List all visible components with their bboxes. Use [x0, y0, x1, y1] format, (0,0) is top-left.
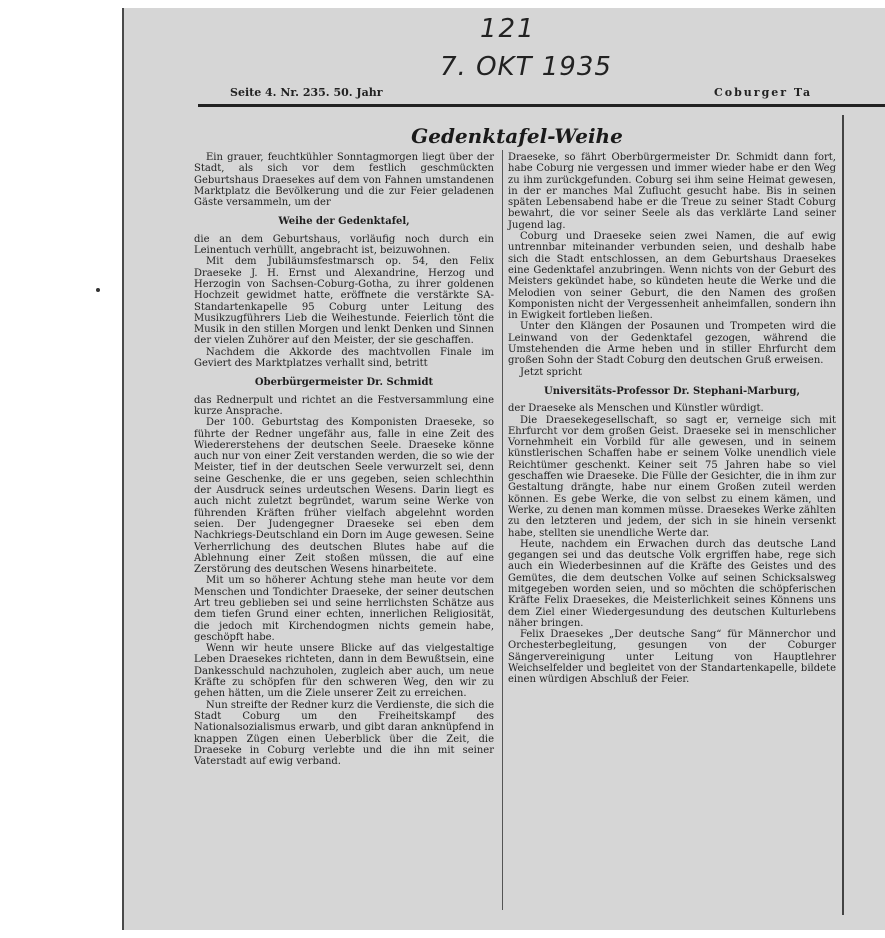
article-paragraph: Nachdem die Akkorde des machtvollen Finale im Geviert des Marktplatzes verhallt sind, betritt: [194, 346, 494, 370]
article-right-column: [508, 152, 836, 686]
paper-speck: [96, 288, 100, 292]
article-left-column: [194, 152, 494, 767]
article-paragraph: Jetzt spricht: [520, 366, 582, 378]
section-heading: Weihe der Gedenktafel,: [278, 216, 410, 228]
column-edge-rule: [842, 115, 844, 915]
header-rule: [198, 104, 885, 107]
column-divider: [502, 150, 503, 910]
article-paragraph: Die Draesekegesellschaft, so sagt er, verneige sich mit Ehrfurcht vor dem großen Geist. Draeseke sei in menschlicher Vornehmheit ein Vorbild für alle gewesen, und in seinem künstlerischen Schaffen habe er seinem Volke unendlich viele Reichtümer geschenkt. Keiner seit 75 Jahren habe so viel geschaffen wie Draeseke. Die Fülle der Gesichter, die in ihm zur Gestaltung drängte, habe nur einem Großen zuteil werden können. Es gebe Werke, die von selbst zu einem kämen, und Werke, zu denen man kommen müsse. Draesekes Werke zählten zu den letzteren und jedem, der sich in sie hinein versenkt habe, stellten sie unendliche Werte dar.: [508, 414, 836, 539]
handwritten-date: 7. OKT 1935: [440, 52, 612, 82]
article-paragraph: Heute, nachdem ein Erwachen durch das deutsche Land gegangen sei und das deutsche Volk ergriffen habe, rege sich auch ein Wiederbesinnen auf die Kräfte des Geistes und des Gemütes, die dem deutschen Volke auf seinen Schicksalsweg mitgegeben worden seien, und so möchten die schöpferischen Kräfte Felix Draesekes, die Meisterlichkeit seines Könnens uns dem Ziel einer Wiedergesundung des deutschen Kulturlebens näher bringen.: [508, 538, 836, 629]
article-paragraph: Unter den Klängen der Posaunen und Trompeten wird die Leinwand von der Gedenktafel gezogen, während die Umstehenden die Arme heben und in stiller Ehrfurcht dem großen Sohn der Stadt Coburg den deutschen Gruß erweisen.: [508, 321, 836, 367]
article-paragraph: Wenn wir heute unsere Blicke auf das vielgestaltige Leben Draesekes richteten, dann in dem Bewußtsein, eine Dankesschuld nachzuholen, zugleich aber auch, um neue Kräfte zu schöpfen für den schweren Weg, den wir zu gehen hätten, um die Ziele unserer Zeit zu erreichen.: [194, 643, 494, 700]
article-paragraph: Draeseke, so fährt Oberbürgermeister Dr. Schmidt dann fort, habe Coburg nie vergessen und immer wieder habe er den Weg zu ihm zurückgefunden. Coburg sei ihm seine Heimat gewesen, in der er manches Mal Zuflucht gesucht habe. Bis in seinen späten Lebensabend habe er die Treue zu seiner Stadt Coburg bewahrt, die vor seiner Seele als das verklärte Land seiner Jugend lag.: [508, 152, 836, 231]
article-paragraph: Mit um so höherer Achtung stehe man heute vor dem Menschen und Tondichter Draeseke, der seiner deutschen Art treu geblieben sei und seine herrlichsten Schätze aus dem tiefen Grund einer echten, innerlichen Religiosität, die jedoch mit Kirchendogmen nichts gemein habe, geschöpft habe.: [194, 575, 494, 643]
article-paragraph: Ein grauer, feuchtkühler Sonntagmorgen liegt über der Stadt, als sich vor dem festlich geschmückten Geburtshaus Draesekes auf dem von Fahnen umstandenen Marktplatz die Bevölkerung und die zur Feier geladenen Gäste versammeln, um der: [194, 152, 494, 209]
section-heading: Universitäts-Professor Dr. Stephani-Marburg,: [544, 385, 800, 397]
article-paragraph: die an dem Geburtshaus, vorläufig noch durch ein Leinentuch verhüllt, angebracht ist, beizuwohnen.: [194, 233, 494, 257]
header-newspaper-name: Coburger Ta: [714, 86, 813, 99]
handwritten-archive-number: 121: [480, 14, 536, 44]
article-paragraph: Mit dem Jubiläumsfestmarsch op. 54, den Felix Draeseke J. H. Ernst und Alexandrine, Herzog und Herzogin von Sachsen-Coburg-Gotha, zu ihrer goldenen Hochzeit gewidmet hatte, eröffnete die verstärkte SA-Standartenkapelle 95 Coburg unter Leitung des Musikzugführers Lieb die Weihestunde. Feierlich tönt die Musik in den stillen Morgen und lenkt Denken und Sinnen der vielen Zuhörer auf den Meister, der sie geschaffen.: [194, 256, 494, 347]
article-paragraph: Nun streifte der Redner kurz die Verdienste, die sich die Stadt Coburg um den Freiheitskampf des Nationalsozialismus erwarb, und gibt daran anknüpfend in knappen Zügen einen Ueberblick über die Zeit, die Draeseke in Coburg verlebte und die ihn mit seiner Vaterstadt auf ewig verband.: [194, 699, 494, 768]
article-paragraph: das Rednerpult und richtet an die Festversammlung eine kurze Ansprache.: [194, 394, 494, 417]
article-headline: Gedenktafel-Weihe: [411, 124, 623, 148]
article-paragraph: Der 100. Geburtstag des Komponisten Draeseke, so führte der Redner ungefähr aus, falle in eine Zeit des Wiedererstehens der deutschen Seele. Draeseke könne auch nur von einer Zeit verstanden werden, die so wie der Meister, tief in der deutschen Seele verwurzelt sei, denn seine Geschenke, die er uns gegeben, seien schlechthin der Ausdruck seines urdeutschen Wesens. Darin liegt es auch nicht zuletzt begründet, warum seine Werke von führenden Kräften früher vielfach abgelehnt worden seien. Der Judengegner Draeseke sei eben dem Nachkriegs-Deutschland ein Dorn im Auge gewesen. Seine Verherrlichung des deutschen Blutes habe auf die Ablehnung einer Zeit stoßen müssen, die auf eine Zerstörung des deutschen Wesens hinarbeitete.: [194, 417, 494, 576]
header-page-info: Seite 4. Nr. 235. 50. Jahr: [230, 86, 383, 99]
article-paragraph: der Draeseke als Menschen und Künstler würdigt.: [508, 403, 764, 415]
article-paragraph: Coburg und Draeseke seien zwei Namen, die auf ewig untrennbar miteinander verbunden seien, und deshalb habe sich die Stadt entschlossen, an dem Geburtshaus Draesekes eine Gedenktafel anzubringen. Wenn nichts von der Geburt des Meisters gekündet habe, so kündeten heute die Werke und die Melodien von seiner Geburt, die den Namen des großen Komponisten nicht der Vergessenheit anheimfallen, sondern ihn in Ewigkeit fortleben ließen.: [508, 231, 836, 322]
article-paragraph: Felix Draesekes „Der deutsche Sang“ für Männerchor und Orchesterbegleitung, gesungen von der Coburger Sängervereinigung unter Leitung von Hauptlehrer Weichselfelder und begleitet von der Standartenkapelle, bildete einen würdigen Abschluß der Feier.: [508, 629, 836, 686]
section-heading: Oberbürgermeister Dr. Schmidt: [254, 377, 434, 389]
